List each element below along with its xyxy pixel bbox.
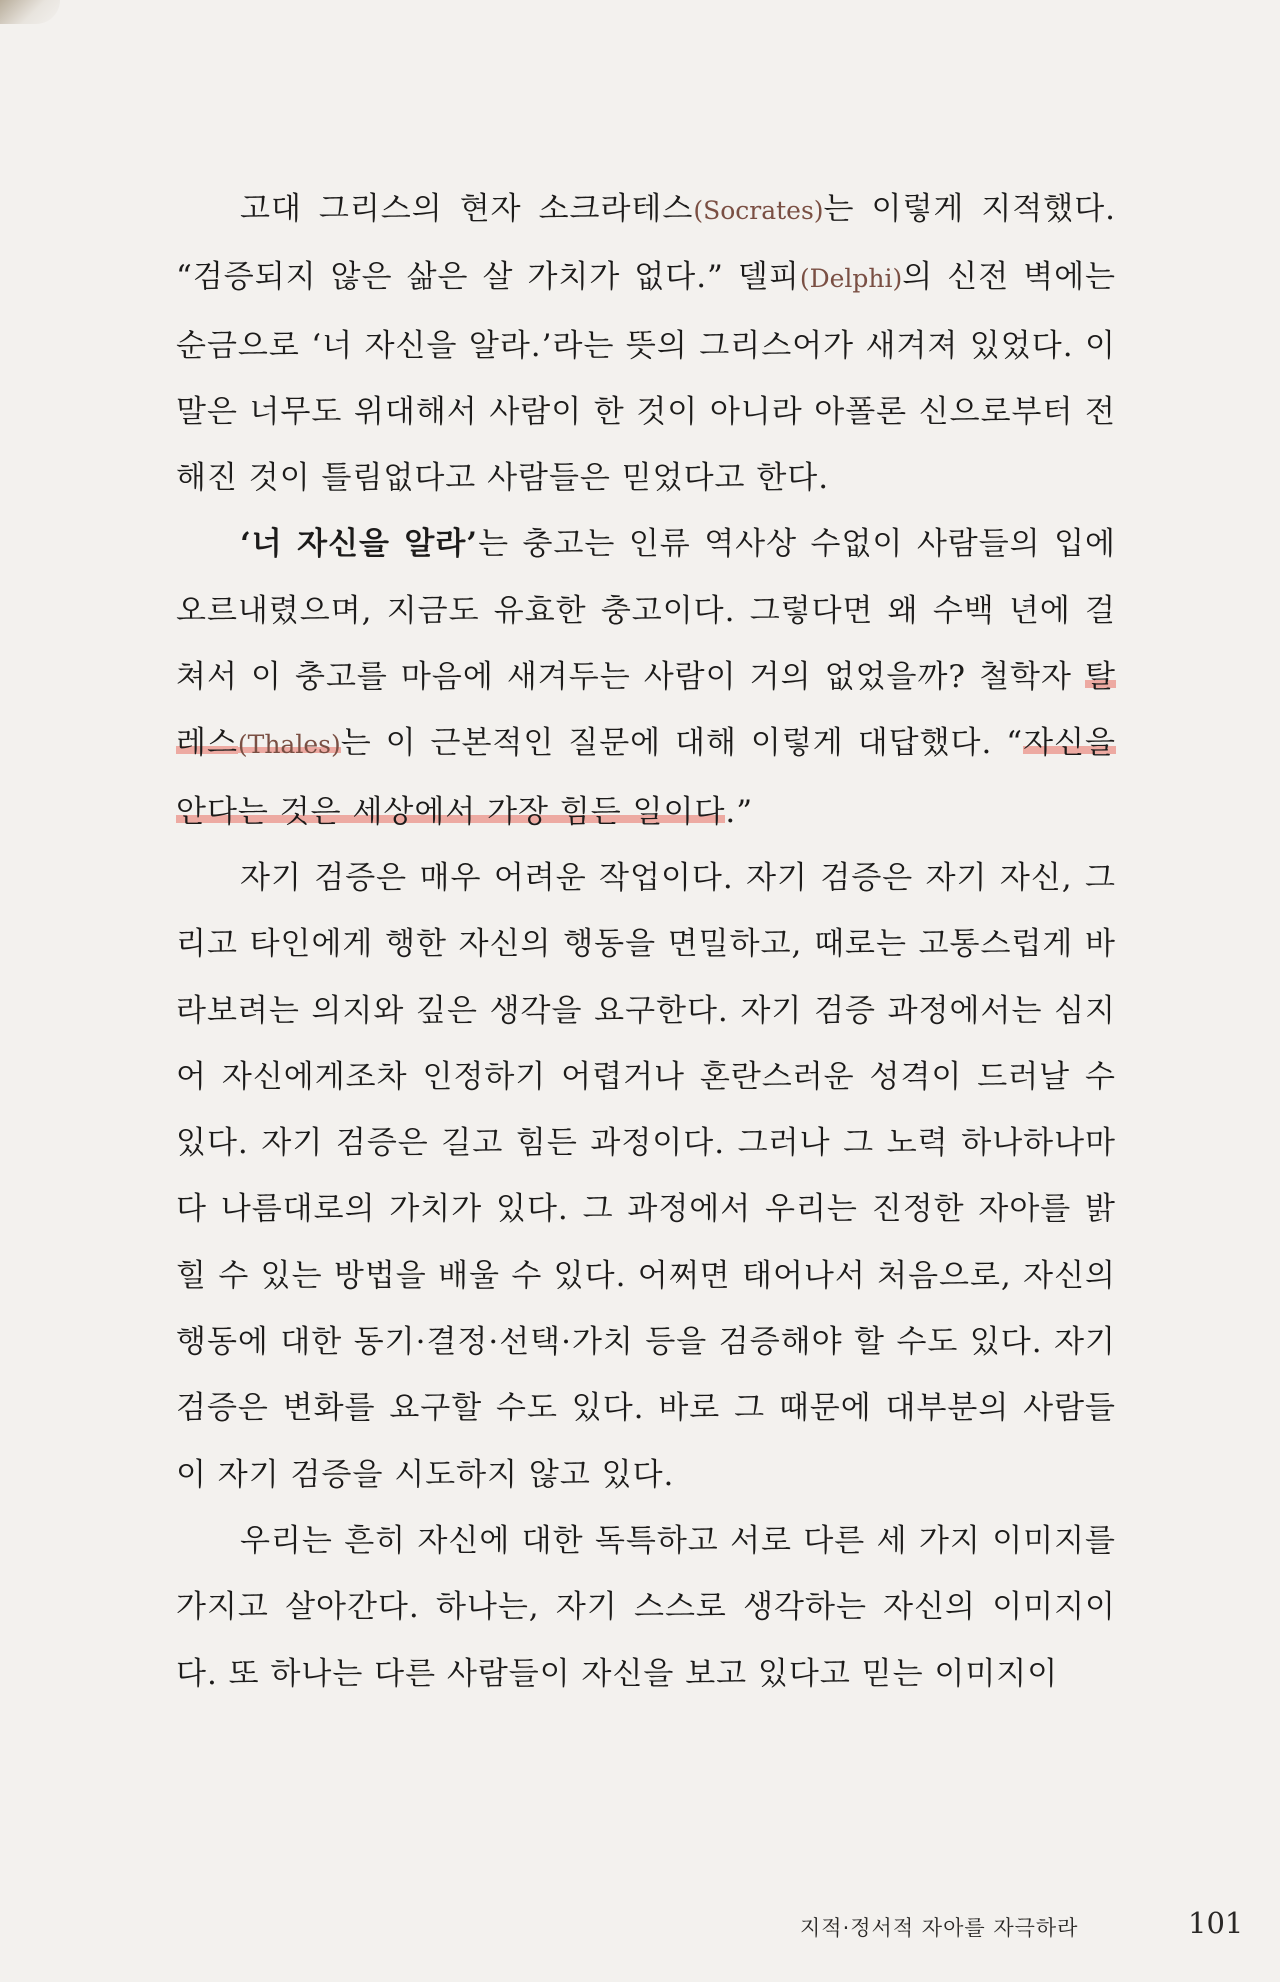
chapter-title: 지적·정서적 자아를 자극하라 xyxy=(800,1916,1079,1940)
text-segment: 자기 검증은 매우 어려운 작업이다. 자기 검증은 자기 자신, 그리고 타인에게 행한 자신의 행동을 면밀하고, 때로는 고통스럽게 바라보려는 의지와 깊은 생각을 요구한다. 자기 검증 과정에서는 심지어 자신에게조차 인정하기 어렵거나 혼란스러운 성격이 드러날 수 있다. 자기 검증은 길고 힘든 과정이다. 그러나 그 노력 하나하나마다 나름대로의 가치가 있다. 그 과정에서 우리는 진정한 자아를 밝힐 수 있는 방법을 배울 수 있다. 어쩌면 태어나서 처음으로, 자신의 행동에 대한 동기·결정·선택·가치 등을 검증해야 할 수도 있다. 자기 검증은 변화를 요구할 수도 있다. 바로 그 때문에 대부분의 사람들이 자기 검증을 시도하지 않고 있다. xyxy=(176,859,1116,1493)
english-annotation: (Delphi) xyxy=(799,264,903,294)
paragraph-3 xyxy=(176,845,1116,1508)
english-annotation: (Thales) xyxy=(237,730,341,760)
text-segment: 고대 그리스의 현자 소크라테스 xyxy=(240,191,694,227)
english-annotation: (Socrates) xyxy=(693,196,824,225)
text-segment: 는 이렇게 지적했다. “검증되지 않은 삶은 살 가치가 없다.” 델피 xyxy=(176,191,1116,296)
bold-phrase: ‘너 자신을 알라’ xyxy=(240,526,479,563)
paragraph-1 xyxy=(176,176,1116,511)
text-segment: .” xyxy=(725,793,754,830)
highlighted-text: 자신을 안다는 것은 세상에서 가장 힘든 일이다 xyxy=(176,725,1116,830)
body-text xyxy=(176,176,1116,1707)
page-corner-shadow xyxy=(0,0,60,24)
text-segment: 의 신전 벽에는 순금으로 ‘너 자신을 알라.’라는 뜻의 그리스어가 새겨져 있었다. 이 말은 너무도 위대해서 사람이 한 것이 아니라 아폴론 신으로부터 전해진 것이 틀림없다고 사람들은 믿었다고 한다. xyxy=(176,259,1117,497)
text-segment: 우리는 흔히 자신에 대한 독특하고 서로 다른 세 가지 이미지를 가지고 살아간다. 하나는, 자기 스스로 생각하는 자신의 이미지이다. 또 하나는 다른 사람들이 자신을 보고 있다고 믿는 이미지이 xyxy=(176,1522,1116,1692)
text-segment: 는 이 근본적인 질문에 대해 이렇게 대답했다. “ xyxy=(340,725,1024,762)
text-segment: 는 충고는 인류 역사상 수없이 사람들의 입에 오르내렸으며, 지금도 유효한 충고이다. 그렇다면 왜 수백 년에 걸쳐서 이 충고를 마음에 새겨두는 사람이 거의 없었을까? 철학자 xyxy=(176,526,1116,696)
page-footer xyxy=(0,1906,1280,1946)
highlighted-text: 탈레스 xyxy=(176,659,1116,762)
paragraph-4 xyxy=(176,1508,1116,1707)
page-number: 101 xyxy=(1188,1906,1244,1940)
paragraph-2 xyxy=(176,511,1116,844)
